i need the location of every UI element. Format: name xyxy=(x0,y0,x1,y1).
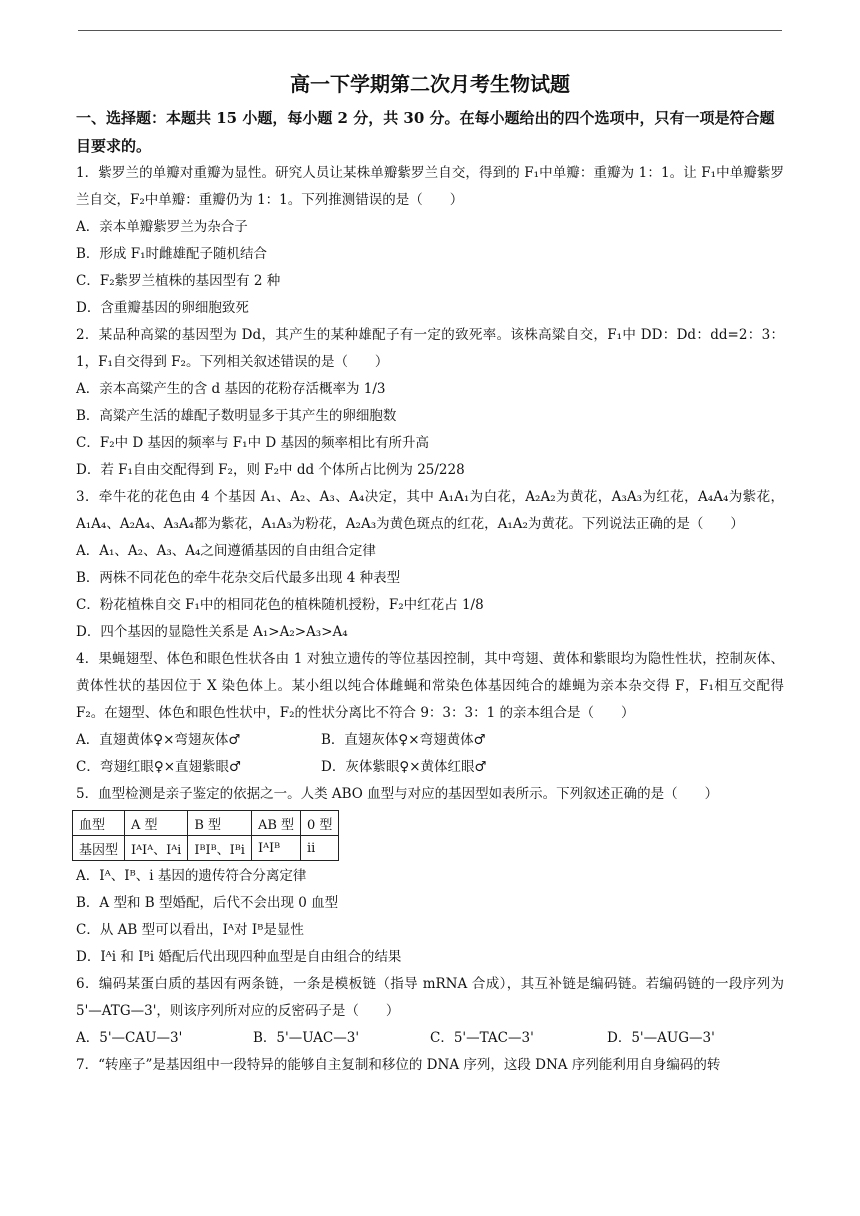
question-2-option-d[interactable]: D．若 F₁自由交配得到 F₂，则 F₂中 dd 个体所占比例为 25/228 xyxy=(76,462,465,478)
blood-type-table xyxy=(72,810,339,861)
question-6-option-b[interactable]: B．5'—UAC—3' xyxy=(253,1030,360,1046)
table-cell: 0 型 xyxy=(301,811,339,836)
table-row xyxy=(73,836,339,861)
question-5-stem: 5．血型检测是亲子鉴定的依据之一。人类 ABO 血型与对应的基因型如表所示。下列叙述正确的是（ ） xyxy=(76,786,719,802)
table-row xyxy=(73,811,339,836)
question-1-option-b[interactable]: B．形成 F₁时雌雄配子随机结合 xyxy=(76,246,267,262)
question-2-option-c[interactable]: C．F₂中 D 基因的频率与 F₁中 D 基因的频率相比有所升高 xyxy=(76,435,429,451)
question-6-stem: 6．编码某蛋白质的基因有两条链，一条是模板链（指导 mRNA 合成），其互补链是编码链。若编码链的一段序列为 5'—ATG—3'，则该序列所对应的反密码子是（ ） xyxy=(76,976,784,1019)
table-cell: 基因型 xyxy=(73,836,125,861)
table-cell: AB 型 xyxy=(251,811,300,836)
question-1-option-d[interactable]: D．含重瓣基因的卵细胞致死 xyxy=(76,300,249,316)
table-cell: IᴮIᴮ、Iᴮi xyxy=(188,836,252,861)
question-5-option-c[interactable]: C．从 AB 型可以看出，Iᴬ对 Iᴮ是显性 xyxy=(76,922,304,938)
page-title: 高一下学期第二次月考生物试题 xyxy=(290,72,570,96)
question-3-stem: 3．牵牛花的花色由 4 个基因 A₁、A₂、A₃、A₄决定，其中 A₁A₁为白花，A₂A₂为黄花，A₃A₃为红花，A₄A₄为紫花，A₁A₄、A₂A₄、A₃A₄都为紫花，A₁A₃为粉花，A₂A₃为黄色斑点的红花，A₁A₂为黄花。下列说法正确的是（ ） xyxy=(76,489,784,532)
question-1-stem: 1．紫罗兰的单瓣对重瓣为显性。研究人员让某株单瓣紫罗兰自交，得到的 F₁中单瓣：重瓣为 1：1。让 F₁中单瓣紫罗兰自交，F₂中单瓣：重瓣仍为 1：1。下列推测错误的是（ ） xyxy=(76,165,784,208)
question-4-options-row-2 xyxy=(76,754,784,781)
table-cell: ii xyxy=(301,836,339,861)
table-cell: 血型 xyxy=(73,811,125,836)
header-rule xyxy=(78,30,782,31)
table-cell: B 型 xyxy=(188,811,252,836)
question-6-options-row xyxy=(76,1025,784,1052)
question-6-option-a[interactable]: A．5'—CAU—3' xyxy=(76,1030,183,1046)
question-3-option-c[interactable]: C．粉花植株自交 F₁中的相同花色的植株随机授粉，F₂中红花占 1/8 xyxy=(76,597,484,613)
section-heading: 一、选择题：本题共 15 小题，每小题 2 分，共 30 分。在每小题给出的四个选项中，只有一项是符合题目要求的。 xyxy=(76,109,775,155)
question-4-option-a[interactable]: A．直翅黄体♀×弯翅灰体♂ xyxy=(76,732,241,748)
question-1-option-c[interactable]: C．F₂紫罗兰植株的基因型有 2 种 xyxy=(76,273,281,289)
question-7-stem: 7．“转座子”是基因组中一段特异的能够自主复制和移位的 DNA 序列，这段 DNA 序列能利用自身编码的转 xyxy=(76,1057,721,1073)
question-3-option-b[interactable]: B．两株不同花色的牵牛花杂交后代最多出现 4 种表型 xyxy=(76,570,401,586)
exam-page xyxy=(76,60,784,1079)
question-1-option-a[interactable]: A．亲本单瓣紫罗兰为杂合子 xyxy=(76,219,248,235)
table-cell: IᴬIᴮ xyxy=(251,836,300,861)
question-2-option-b[interactable]: B．高粱产生活的雄配子数明显多于其产生的卵细胞数 xyxy=(76,408,397,424)
question-4-option-d[interactable]: D．灰体紫眼♀×黄体红眼♂ xyxy=(321,759,487,775)
question-5-option-b[interactable]: B．A 型和 B 型婚配，后代不会出现 0 血型 xyxy=(76,895,339,911)
question-4-option-c[interactable]: C．弯翅红眼♀×直翅紫眼♂ xyxy=(76,759,242,775)
question-5-option-a[interactable]: A．Iᴬ、Iᴮ、i 基因的遗传符合分离定律 xyxy=(76,868,307,884)
question-5-option-d[interactable]: D．Iᴬi 和 Iᴮi 婚配后代出现四种血型是自由组合的结果 xyxy=(76,949,402,965)
question-4-options-row-1 xyxy=(76,727,784,754)
question-6-option-c[interactable]: C．5'—TAC—3' xyxy=(430,1030,534,1046)
question-2-option-a[interactable]: A．亲本高粱产生的含 d 基因的花粉存活概率为 1/3 xyxy=(76,381,386,397)
question-4-stem: 4．果蝇翅型、体色和眼色性状各由 1 对独立遗传的等位基因控制，其中弯翅、黄体和紫眼均为隐性性状，控制灰体、黄体性状的基因位于 X 染色体上。某小组以纯合体雌蝇和常染色体基因纯合的雄蝇为亲本杂交得 F，F₁相互交配得 F₂。在翅型、体色和眼色性状中，F₂的性状分离比不符合 9：3：3：1 的亲本组合是（ ） xyxy=(76,651,784,721)
question-3-option-a[interactable]: A．A₁、A₂、A₃、A₄之间遵循基因的自由组合定律 xyxy=(76,543,376,559)
question-2-stem: 2．某品种高粱的基因型为 Dd，其产生的某种雄配子有一定的致死率。该株高粱自交，F₁中 DD：Dd：dd=2：3：1，F₁自交得到 F₂。下列相关叙述错误的是（ ） xyxy=(76,327,784,370)
question-4-option-b[interactable]: B．直翅灰体♀×弯翅黄体♂ xyxy=(321,732,486,748)
question-3-option-d[interactable]: D．四个基因的显隐性关系是 A₁>A₂>A₃>A₄ xyxy=(76,624,348,640)
question-6-option-d[interactable]: D．5'—AUG—3' xyxy=(607,1030,715,1046)
table-cell: A 型 xyxy=(125,811,188,836)
table-cell: IᴬIᴬ、Iᴬi xyxy=(125,836,188,861)
